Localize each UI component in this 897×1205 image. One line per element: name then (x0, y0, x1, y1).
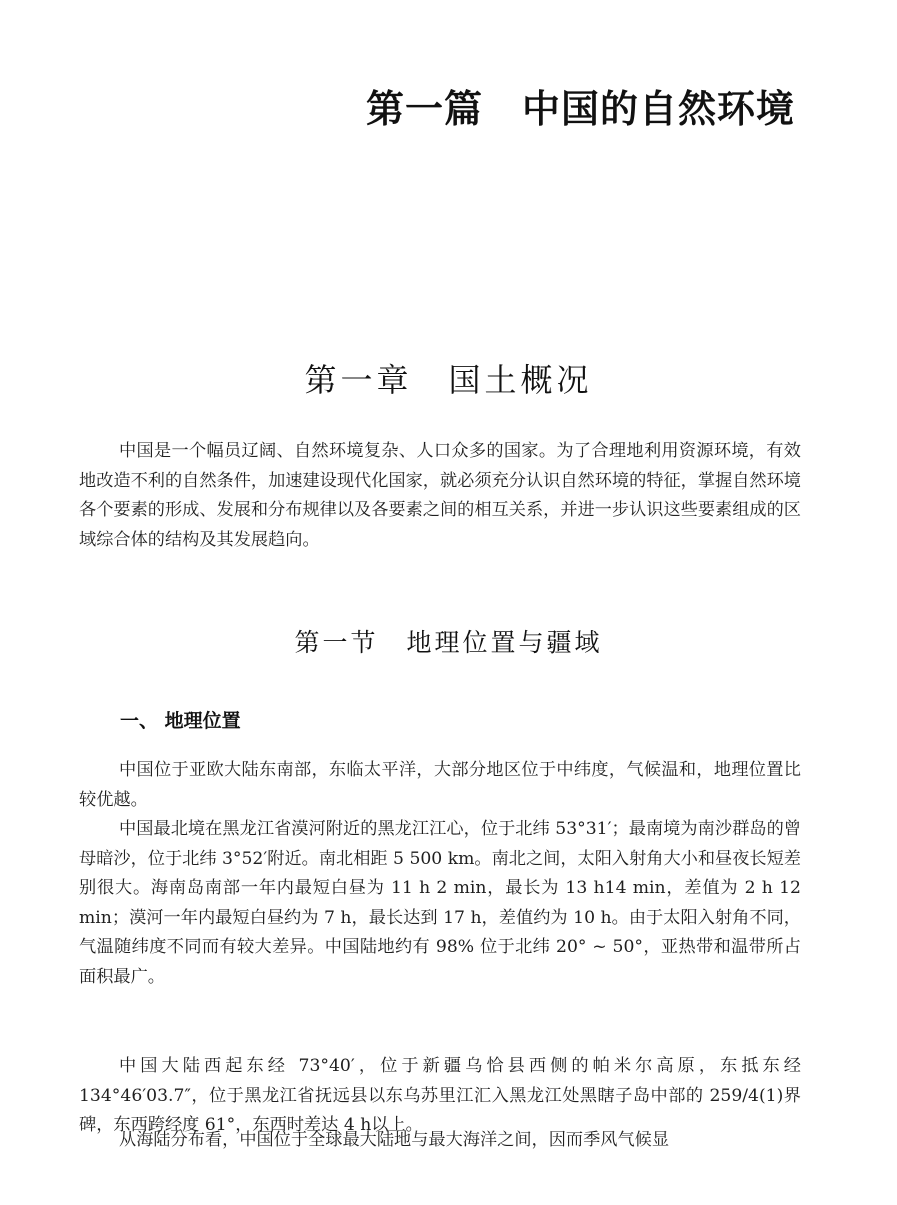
body-paragraph: 从海陆分布看，中国位于全球最大陆地与最大海洋之间，因而季风气候显 (119, 1130, 670, 1150)
part-title: 第一篇 中国的自然环境 (365, 87, 795, 131)
body-paragraph: 中国位于亚欧大陆东南部，东临太平洋，大部分地区位于中纬度，气候温和，地理位置比较优越。 (79, 760, 801, 810)
subsection-title: 一、 地理位置 (120, 710, 241, 732)
chapter-title: 第一章 国土概况 (304, 361, 593, 399)
intro-paragraph: 中国是一个幅员辽阔、自然环境复杂、人口众多的国家。为了合理地利用资源环境，有效地改造不利的自然条件，加速建设现代化国家，就必须充分认识自然环境的特征，掌握自然环境各个要素的形成、发展和分布规律以及各要素之间的相互关系，并进一步认识这些要素组成的区域综合体的结构及其发展趋向。 (79, 441, 801, 550)
body-paragraph: 中国大陆西起东经 73°40′，位于新疆乌恰县西侧的帕米尔高原，东抵东经 134°46′03.7″，位于黑龙江省抚远县以东乌苏里江汇入黑龙江处黑瞎子岛中部的 259/4(1)界碑，东西跨经度 61°，东西时差达 4 h以上。 (79, 1056, 801, 1135)
section-title: 第一节 地理位置与疆域 (294, 628, 603, 657)
body-paragraph: 中国最北境在黑龙江省漠河附近的黑龙江江心，位于北纬 53°31′；最南境为南沙群岛的曾母暗沙，位于北纬 3°52′附近。南北相距 5 500 km。南北之间，太阳入射角大小和昼夜长短差别很大。海南岛南部一年内最短白昼为 11 h 2 min，最长为 13 h14 min，差值为 2 h 12 min；漠河一年内最短白昼约为 7 h，最长达到 17 h，差值约为 10 h。由于太阳入射角不同，气温随纬度不同而有较大差异。中国陆地约有 98% 位于北纬 20° ~ 50°，亚热带和温带所占面积最广。 (79, 819, 801, 987)
